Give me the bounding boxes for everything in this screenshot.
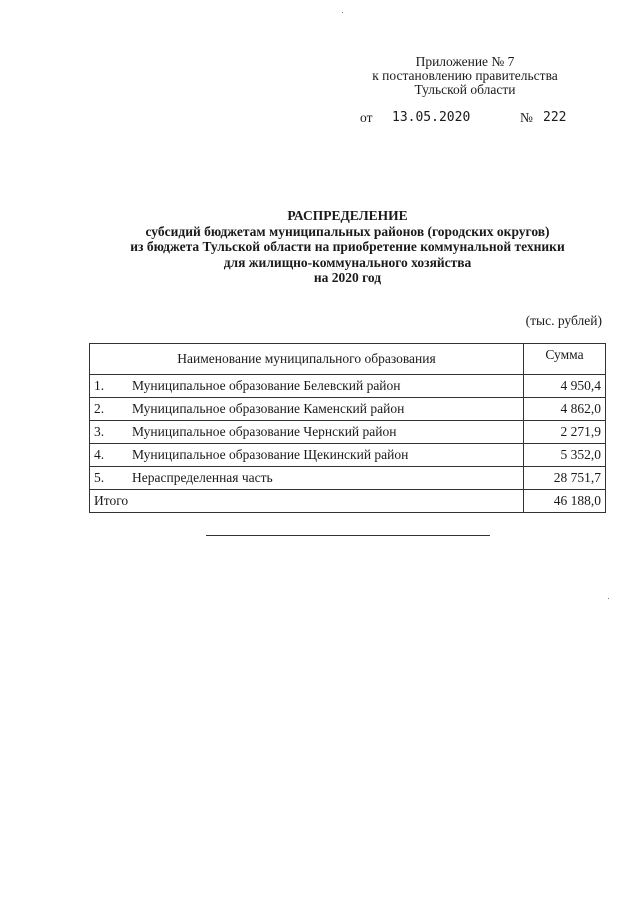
row-name: Нераспределенная часть — [128, 467, 524, 490]
table-row — [90, 444, 606, 467]
row-amount: 4 862,0 — [524, 398, 606, 421]
decree-from-label: от — [360, 110, 373, 125]
scan-speck — [608, 598, 609, 599]
decree-number: 222 — [543, 110, 567, 125]
row-amount: 2 271,9 — [524, 421, 606, 444]
table-row — [90, 375, 606, 398]
distribution-table — [89, 343, 606, 513]
closing-rule — [206, 535, 490, 536]
row-index: 5. — [90, 467, 129, 490]
title-line-3: для жилищно-коммунального хозяйства — [223, 254, 472, 270]
table-total-row — [90, 490, 606, 513]
units-label: (тыс. рублей) — [525, 313, 602, 328]
document-title — [90, 208, 605, 286]
row-name: Муниципальное образование Щекинский район — [128, 444, 524, 467]
total-label: Итого — [90, 490, 524, 513]
title-line-1: субсидий бюджетам муниципальных районов (городских округов) — [145, 223, 550, 239]
row-index: 2. — [90, 398, 129, 421]
table-row — [90, 467, 606, 490]
total-amount: 46 188,0 — [524, 490, 606, 513]
table-row — [90, 398, 606, 421]
row-name: Муниципальное образование Чернский район — [128, 421, 524, 444]
header-name: Наименование муниципального образования — [90, 344, 524, 375]
table-row — [90, 421, 606, 444]
appendix-ref: к постановлению правительства — [372, 68, 558, 83]
decree-date: 13.05.2020 — [392, 110, 471, 125]
title-heading: РАСПРЕДЕЛЕНИЕ — [287, 208, 408, 223]
row-index: 4. — [90, 444, 129, 467]
row-amount: 28 751,7 — [524, 467, 606, 490]
title-line-4: на 2020 год — [313, 270, 382, 286]
decree-number-label: № — [520, 110, 533, 125]
row-index: 1. — [90, 375, 129, 398]
table-header-row — [90, 344, 606, 375]
appendix-title: Приложение № 7 — [415, 54, 515, 69]
row-amount: 4 950,4 — [524, 375, 606, 398]
row-amount: 5 352,0 — [524, 444, 606, 467]
appendix-block — [360, 55, 570, 97]
header-sum: Сумма — [524, 344, 606, 375]
row-name: Муниципальное образование Белевский район — [128, 375, 524, 398]
row-name: Муниципальное образование Каменский район — [128, 398, 524, 421]
row-index: 3. — [90, 421, 129, 444]
appendix-region: Тульской области — [414, 82, 516, 97]
scan-speck — [342, 12, 343, 13]
title-line-2: из бюджета Тульской области на приобретение коммунальной техники — [130, 239, 565, 255]
